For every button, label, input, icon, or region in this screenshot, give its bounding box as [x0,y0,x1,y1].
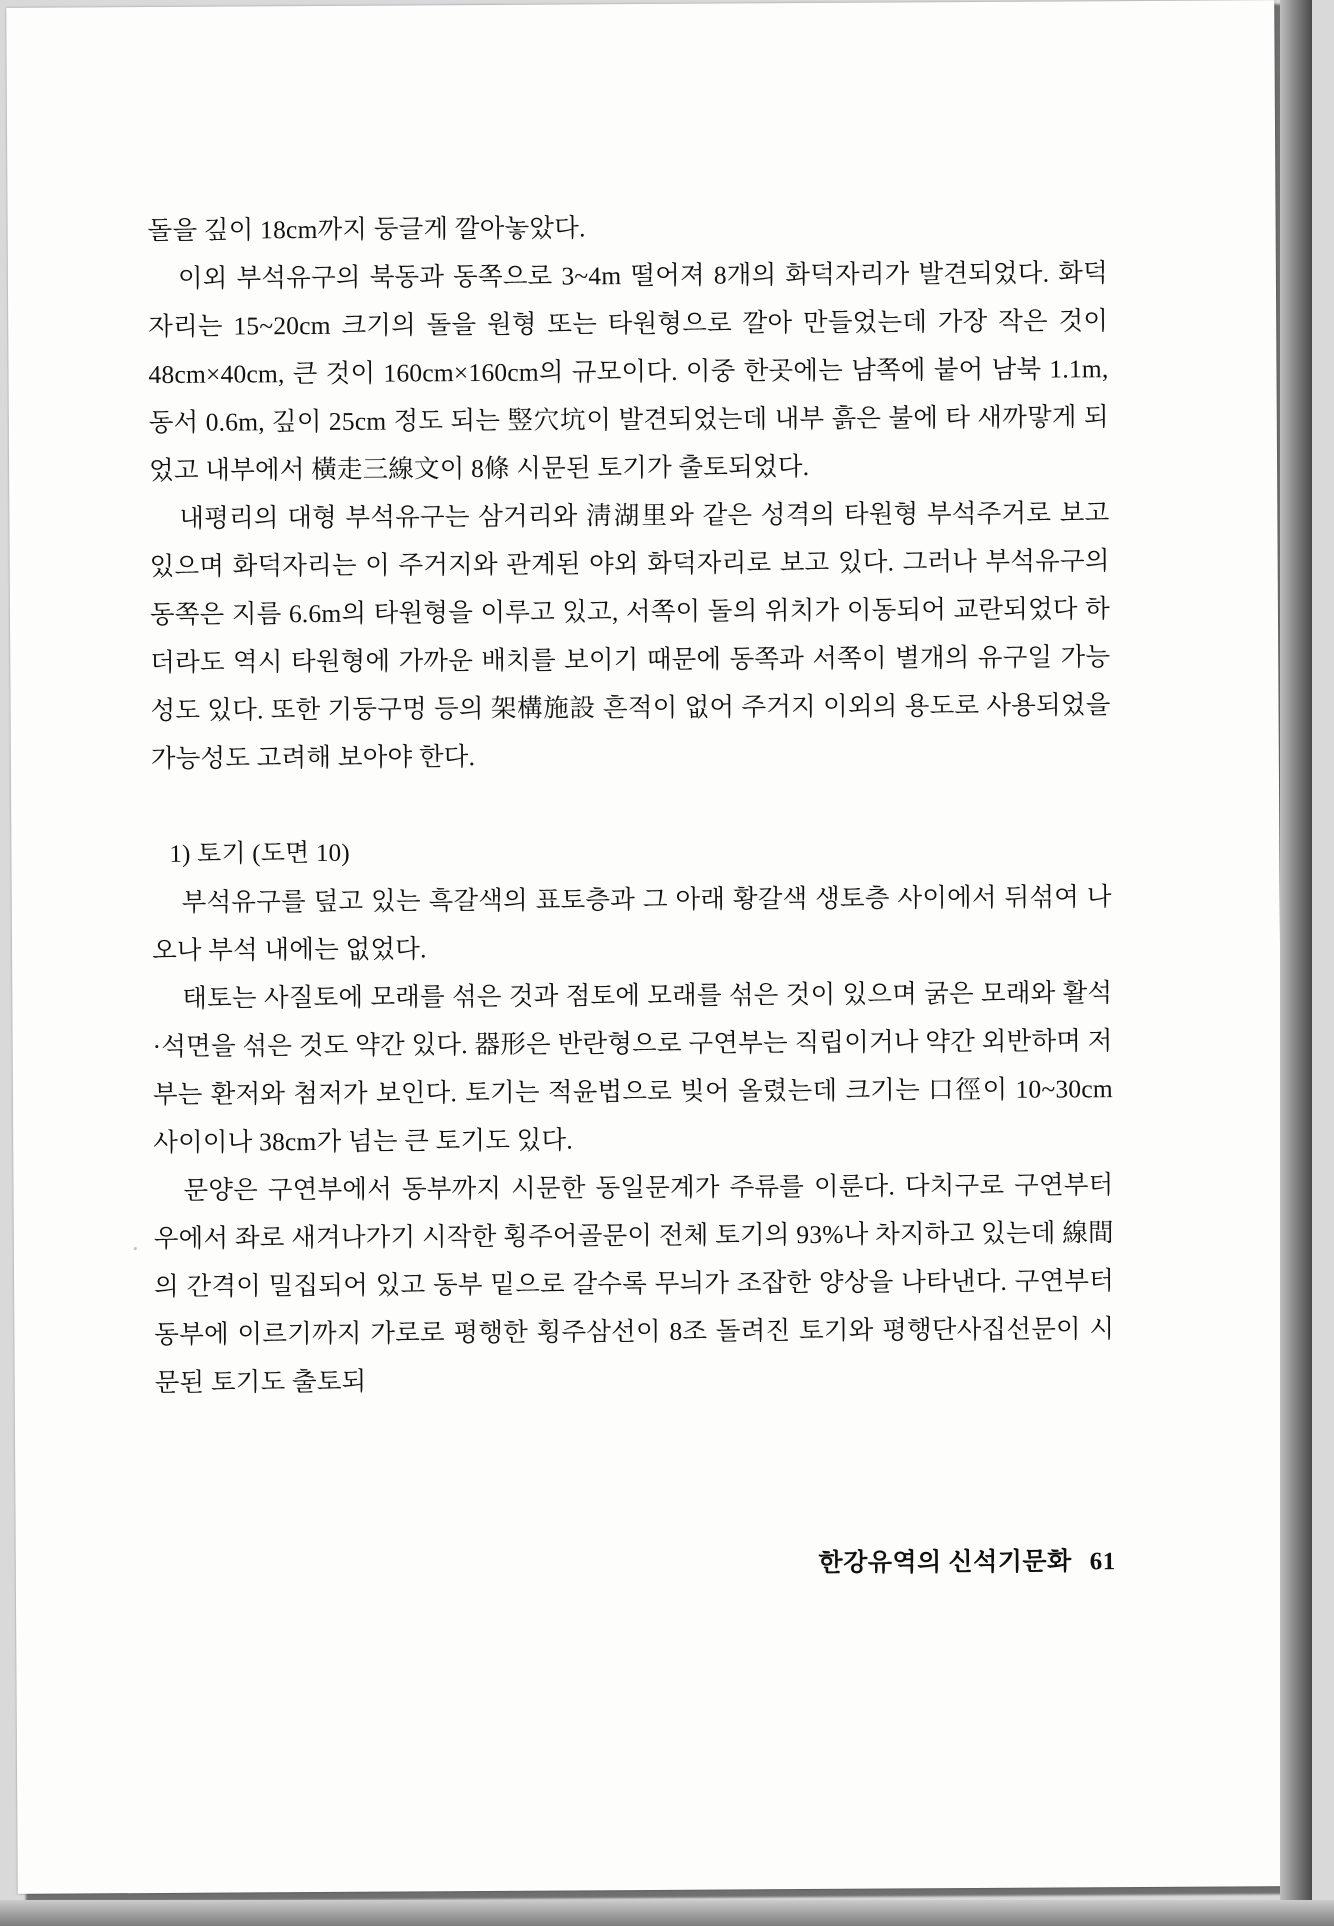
page-body [147,201,1114,1407]
paragraph: 문양은 구연부에서 동부까지 시문한 동일문계가 주류를 이룬다. 다치구로 구연부터 우에서 좌로 새겨나가기 시작한 횡주어골문이 전체 토기의 93%나 차지하고 있는데 線間의 간격이 밀집되어 있고 동부 밑으로 갈수록 무늬가 조잡한 양상을 나타낸다. 구연부터 동부에 이르기까지 가로로 평행한 횡주삼선이 8조 돌려진 토기와 평행단사집선문이 시문된 토기도 출토되 [153,1170,1115,1398]
paragraph: 부석유구를 덮고 있는 흑갈색의 표토층과 그 아래 황갈색 생토층 사이에서 뒤섞여 나오나 부석 내에는 없었다. [151,882,1112,966]
paragraph: 돌을 깊이 18cm까지 둥글게 깔아놓았다. [147,213,586,246]
scan-gutter-right [1280,0,1312,1926]
scan-speck [134,1247,137,1250]
section-heading: 1) 토기 (도면 10) [169,839,350,868]
book-page [6,0,1285,1894]
paragraph: 내평리의 대형 부석유구는 삼거리와 淸湖里와 같은 성격의 타원형 부석주거로 보고 있으며 화덕자리는 이 주거지와 관계된 야외 화덕자리로 보고 있다. 그러나 부석유구의 동쪽은 지름 6.6m의 타원형을 이루고 있고, 서쪽이 돌의 위치가 이동되어 교란되었다 하더라도 역시 타원형에 가까운 배치를 보이기 때문에 동쪽과 서쪽이 별개의 유구일 가능성도 있다. 또한 기둥구멍 등의 架構施設 흔적이 없어 주거지 이외의 용도로 사용되었을 가능성도 고려해 보아야 한다. [149,498,1111,774]
scan-gutter-bottom [0,1900,1334,1926]
running-footer-title: 한강유역의 신석기문화 [818,1548,1072,1577]
paragraph: 이외 부석유구의 북동과 동쪽으로 3~4m 떨어져 8개의 화덕자리가 발견되었다. 화덕자리는 15~20cm 크기의 돌을 원형 또는 타원형으로 깔아 만들었는데 가장 작은 것이 48cm×40cm, 큰 것이 160cm×160cm의 규모이다. 이중 한곳에는 남쪽에 붙어 남북 1.1m, 동서 0.6m, 깊이 25cm 정도 되는 竪穴坑이 발견되었는데 내부 흙은 불에 타 새까맣게 되었고 내부에서 橫走三線文이 8條 시문된 토기가 출토되었다. [148,258,1109,486]
page-footer [156,1541,1116,1583]
paragraph: 태토는 사질토에 모래를 섞은 것과 점토에 모래를 섞은 것이 있으며 굵은 모래와 활석·석면을 섞은 것도 약간 있다. 器形은 반란형으로 구연부는 직립이거나 약간 외반하며 저부는 환저와 첨저가 보인다. 토기는 적윤법으로 빚어 올렸는데 크기는 口徑이 10~30cm 사이이나 38cm가 넘는 큰 토기도 있다. [152,978,1113,1158]
page-number: 61 [1089,1548,1116,1576]
